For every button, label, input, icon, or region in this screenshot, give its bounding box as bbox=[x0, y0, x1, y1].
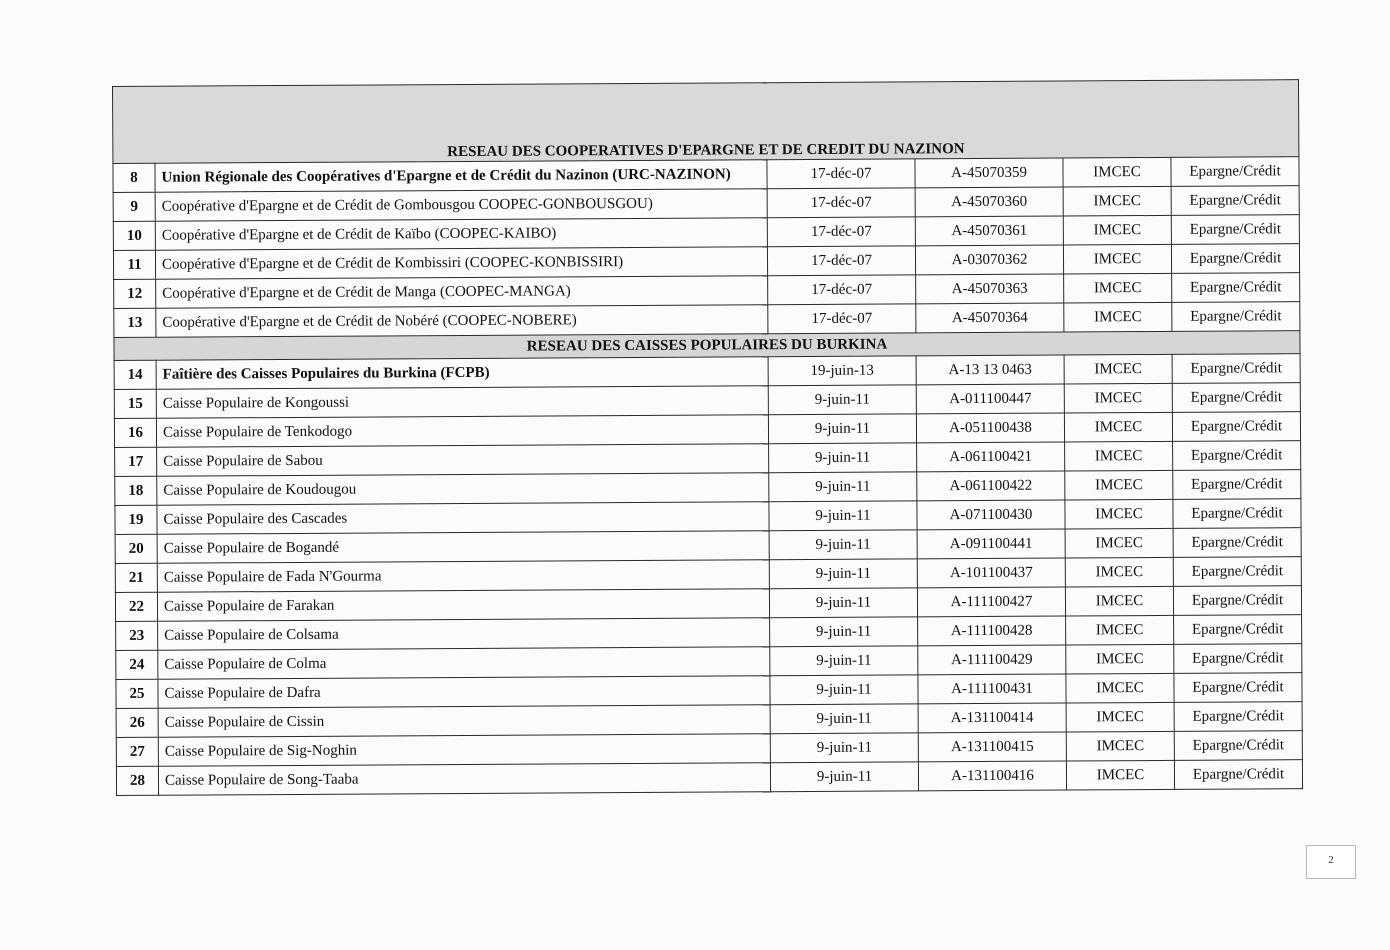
approval-date: 19-juin-13 bbox=[768, 356, 916, 386]
category: Epargne/Crédit bbox=[1172, 302, 1300, 332]
regulator: IMCEC bbox=[1064, 383, 1172, 413]
regulator: IMCEC bbox=[1063, 244, 1171, 274]
institution-name: Caisse Populaire de Colsama bbox=[158, 618, 770, 651]
institution-name: Coopérative d'Epargne et de Crédit de Gombousgou COOPEC-GONBOUSGOU) bbox=[155, 189, 767, 222]
institution-name: Caisse Populaire de Song-Taaba bbox=[158, 763, 770, 796]
institution-name: Coopérative d'Epargne et de Crédit de Kombissiri (COOPEC-KONBISSIRI) bbox=[155, 247, 767, 280]
page-number: 2 bbox=[1306, 845, 1356, 879]
approval-number: A-111100427 bbox=[917, 587, 1065, 617]
regulator: IMCEC bbox=[1066, 644, 1174, 674]
regulator: IMCEC bbox=[1063, 215, 1171, 245]
category: Epargne/Crédit bbox=[1173, 441, 1301, 471]
institution-name: Caisse Populaire de Cissin bbox=[158, 705, 770, 738]
approval-date: 9-juin-11 bbox=[770, 704, 918, 734]
category: Epargne/Crédit bbox=[1173, 557, 1301, 587]
approval-date: 9-juin-11 bbox=[768, 414, 916, 444]
row-number: 11 bbox=[113, 250, 155, 279]
approval-number: A-011100447 bbox=[916, 384, 1064, 414]
regulator: IMCEC bbox=[1066, 760, 1174, 790]
institution-name: Caisse Populaire de Dafra bbox=[158, 676, 770, 709]
row-number: 20 bbox=[115, 534, 157, 563]
approval-date: 17-déc-07 bbox=[768, 304, 916, 334]
row-number: 14 bbox=[114, 360, 156, 389]
institution-name: Faîtière des Caisses Populaires du Burkina (FCPB) bbox=[156, 357, 768, 390]
category: Epargne/Crédit bbox=[1174, 731, 1302, 761]
approval-number: A-061100422 bbox=[917, 471, 1065, 501]
approval-date: 9-juin-11 bbox=[769, 588, 917, 618]
approval-date: 17-déc-07 bbox=[767, 159, 915, 189]
approval-date: 9-juin-11 bbox=[770, 733, 918, 763]
institution-name: Union Régionale des Coopératives d'Epargne et de Crédit du Nazinon (URC-NAZINON) bbox=[155, 160, 767, 193]
approval-number: A-061100421 bbox=[917, 442, 1065, 472]
regulator: IMCEC bbox=[1064, 302, 1172, 332]
regulator: IMCEC bbox=[1065, 528, 1173, 558]
category: Epargne/Crédit bbox=[1174, 673, 1302, 703]
institutions-table bbox=[112, 79, 1303, 796]
document-sheet bbox=[112, 79, 1302, 796]
regulator: IMCEC bbox=[1065, 441, 1173, 471]
row-number: 19 bbox=[115, 505, 157, 534]
section-header-row bbox=[113, 80, 1300, 164]
approval-number: A-051100438 bbox=[916, 413, 1064, 443]
institution-name: Coopérative d'Epargne et de Crédit de Manga (COOPEC-MANGA) bbox=[156, 276, 768, 309]
regulator: IMCEC bbox=[1065, 586, 1173, 616]
approval-date: 17-déc-07 bbox=[767, 246, 915, 276]
regulator: IMCEC bbox=[1066, 615, 1174, 645]
approval-number: A-45070361 bbox=[915, 216, 1063, 246]
row-number: 24 bbox=[116, 650, 158, 679]
approval-number: A-131100414 bbox=[918, 703, 1066, 733]
category: Epargne/Crédit bbox=[1174, 760, 1302, 790]
category: Epargne/Crédit bbox=[1171, 186, 1299, 216]
regulator: IMCEC bbox=[1066, 702, 1174, 732]
approval-number: A-45070359 bbox=[915, 158, 1063, 188]
category: Epargne/Crédit bbox=[1172, 354, 1300, 384]
category: Epargne/Crédit bbox=[1174, 615, 1302, 645]
row-number: 28 bbox=[116, 766, 158, 795]
institution-name: Caisse Populaire des Cascades bbox=[157, 502, 769, 535]
approval-number: A-111100429 bbox=[918, 645, 1066, 675]
row-number: 16 bbox=[114, 418, 156, 447]
approval-number: A-071100430 bbox=[917, 500, 1065, 530]
approval-number: A-111100428 bbox=[918, 616, 1066, 646]
institution-name: Caisse Populaire de Koudougou bbox=[157, 473, 769, 506]
approval-date: 9-juin-11 bbox=[769, 472, 917, 502]
regulator: IMCEC bbox=[1063, 157, 1171, 187]
row-number: 25 bbox=[116, 679, 158, 708]
approval-date: 9-juin-11 bbox=[769, 530, 917, 560]
approval-date: 17-déc-07 bbox=[768, 275, 916, 305]
approval-date: 9-juin-11 bbox=[770, 762, 918, 792]
approval-number: A-45070364 bbox=[916, 303, 1064, 333]
approval-number: A-131100416 bbox=[918, 761, 1066, 791]
institution-name: Caisse Populaire de Sabou bbox=[157, 444, 769, 477]
approval-number: A-091100441 bbox=[917, 529, 1065, 559]
approval-date: 17-déc-07 bbox=[767, 188, 915, 218]
row-number: 17 bbox=[115, 447, 157, 476]
category: Epargne/Crédit bbox=[1171, 215, 1299, 245]
regulator: IMCEC bbox=[1065, 557, 1173, 587]
category: Epargne/Crédit bbox=[1174, 644, 1302, 674]
category: Epargne/Crédit bbox=[1173, 470, 1301, 500]
row-number: 10 bbox=[113, 221, 155, 250]
institution-name: Caisse Populaire de Colma bbox=[158, 647, 770, 680]
category: Epargne/Crédit bbox=[1172, 383, 1300, 413]
approval-date: 9-juin-11 bbox=[769, 559, 917, 589]
category: Epargne/Crédit bbox=[1172, 412, 1300, 442]
approval-number: A-03070362 bbox=[915, 245, 1063, 275]
institution-name: Caisse Populaire de Fada N'Gourma bbox=[157, 560, 769, 593]
approval-number: A-13 13 0463 bbox=[916, 355, 1064, 385]
table-body bbox=[113, 80, 1303, 796]
institution-name: Caisse Populaire de Sig-Noghin bbox=[158, 734, 770, 767]
institution-name: Caisse Populaire de Tenkodogo bbox=[156, 415, 768, 448]
regulator: IMCEC bbox=[1066, 731, 1174, 761]
row-number: 23 bbox=[116, 621, 158, 650]
row-number: 18 bbox=[115, 476, 157, 505]
institution-name: Caisse Populaire de Farakan bbox=[157, 589, 769, 622]
regulator: IMCEC bbox=[1065, 499, 1173, 529]
regulator: IMCEC bbox=[1064, 354, 1172, 384]
approval-date: 9-juin-11 bbox=[768, 385, 916, 415]
institution-name: Caisse Populaire de Kongoussi bbox=[156, 386, 768, 419]
row-number: 26 bbox=[116, 708, 158, 737]
regulator: IMCEC bbox=[1065, 470, 1173, 500]
approval-number: A-45070363 bbox=[916, 274, 1064, 304]
approval-date: 9-juin-11 bbox=[770, 617, 918, 647]
row-number: 22 bbox=[115, 592, 157, 621]
category: Epargne/Crédit bbox=[1174, 702, 1302, 732]
section-title: RESEAU DES COOPERATIVES D'EPARGNE ET DE CREDIT DU NAZINON bbox=[113, 80, 1300, 164]
regulator: IMCEC bbox=[1063, 186, 1171, 216]
regulator: IMCEC bbox=[1066, 673, 1174, 703]
regulator: IMCEC bbox=[1064, 273, 1172, 303]
approval-date: 9-juin-11 bbox=[770, 646, 918, 676]
approval-number: A-45070360 bbox=[915, 187, 1063, 217]
category: Epargne/Crédit bbox=[1173, 528, 1301, 558]
row-number: 15 bbox=[114, 389, 156, 418]
category: Epargne/Crédit bbox=[1173, 586, 1301, 616]
approval-date: 9-juin-11 bbox=[769, 443, 917, 473]
row-number: 12 bbox=[114, 279, 156, 308]
row-number: 21 bbox=[115, 563, 157, 592]
row-number: 9 bbox=[113, 192, 155, 221]
institution-name: Caisse Populaire de Bogandé bbox=[157, 531, 769, 564]
approval-date: 17-déc-07 bbox=[767, 217, 915, 247]
table-row bbox=[116, 760, 1302, 796]
approval-date: 9-juin-11 bbox=[770, 675, 918, 705]
approval-number: A-101100437 bbox=[917, 558, 1065, 588]
category: Epargne/Crédit bbox=[1173, 499, 1301, 529]
row-number: 8 bbox=[113, 163, 155, 192]
institution-name: Coopérative d'Epargne et de Crédit de Nobéré (COOPEC-NOBERE) bbox=[156, 305, 768, 338]
category: Epargne/Crédit bbox=[1171, 244, 1299, 274]
approval-number: A-131100415 bbox=[918, 732, 1066, 762]
institution-name: Coopérative d'Epargne et de Crédit de Kaïbo (COOPEC-KAIBO) bbox=[155, 218, 767, 251]
category: Epargne/Crédit bbox=[1172, 273, 1300, 303]
row-number: 27 bbox=[116, 737, 158, 766]
category: Epargne/Crédit bbox=[1171, 157, 1299, 187]
regulator: IMCEC bbox=[1064, 412, 1172, 442]
approval-date: 9-juin-11 bbox=[769, 501, 917, 531]
section-title: RESEAU DES CAISSES POPULAIRES DU BURKINA bbox=[114, 331, 1300, 361]
approval-number: A-111100431 bbox=[918, 674, 1066, 704]
row-number: 13 bbox=[114, 308, 156, 337]
